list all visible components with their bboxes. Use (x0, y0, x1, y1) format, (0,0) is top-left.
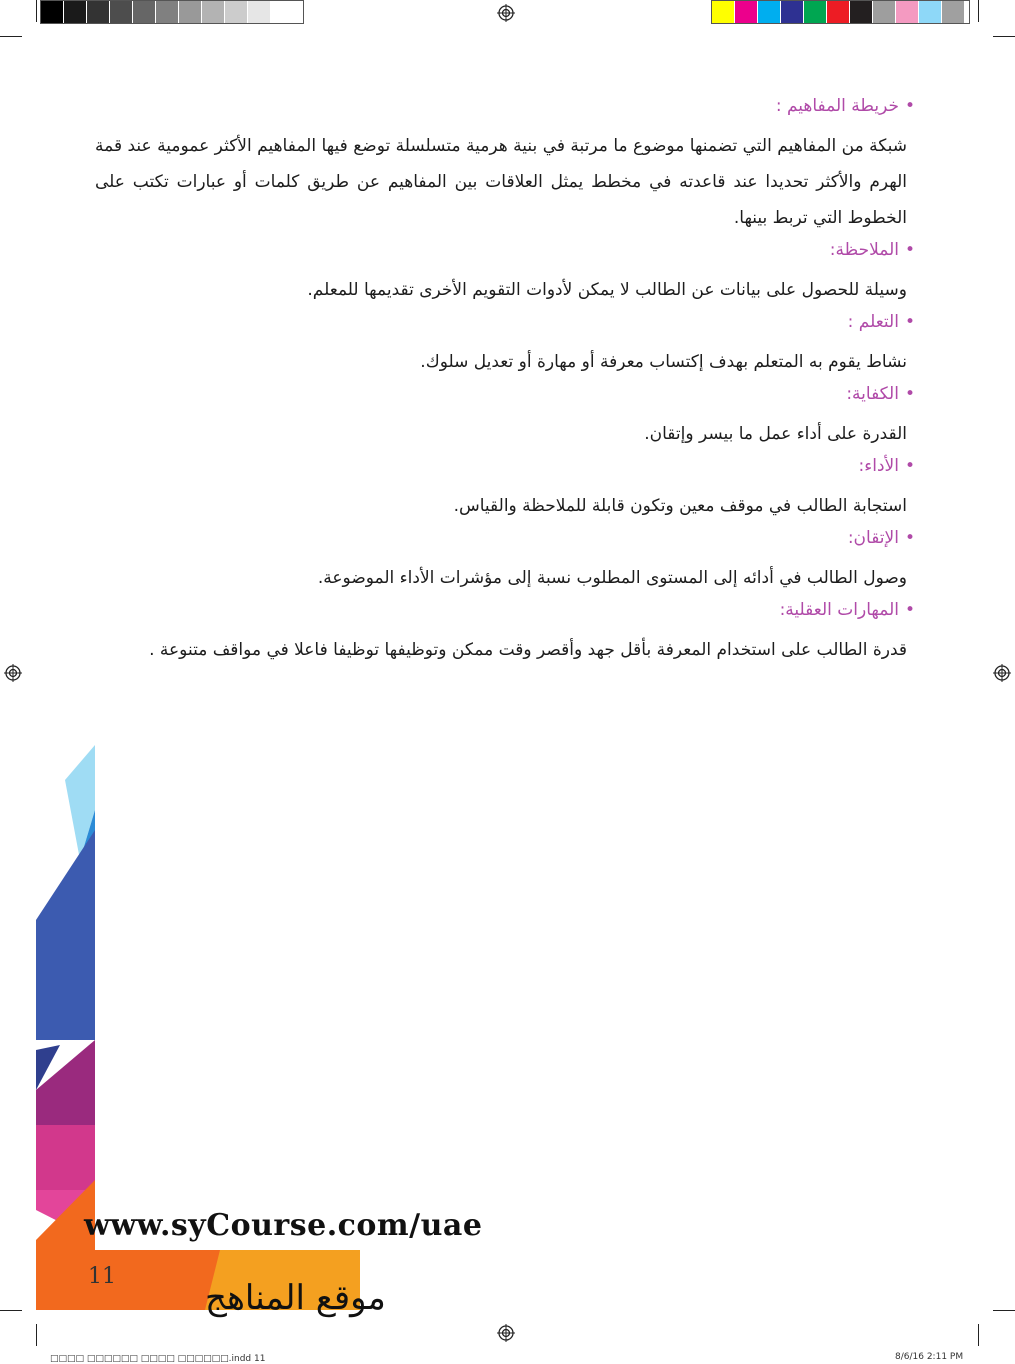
bullet-icon: • (904, 384, 915, 404)
watermark-url: www.syCourse.com/uae (84, 1208, 483, 1243)
crop-mark (993, 36, 1015, 37)
crop-mark (36, 0, 37, 22)
registration-mark-icon (497, 4, 515, 22)
color-swatch (758, 1, 781, 23)
term-label: خريطة المفاهيم : (775, 96, 899, 116)
gray-swatch (156, 1, 179, 23)
registration-mark-icon (497, 1324, 515, 1342)
gray-swatch (225, 1, 248, 23)
term-definition: وسيلة للحصول على بيانات عن الطالب لا يمكن لأدوات التقويم الأخرى تقديمها للمعلم. (307, 280, 907, 300)
term-label: الأداء: (858, 456, 899, 476)
bullet-icon: • (904, 240, 915, 260)
registration-mark-icon (4, 664, 22, 682)
gray-swatch (271, 1, 294, 23)
term-label: الكفاية: (846, 384, 899, 404)
term-heading (95, 524, 915, 560)
footer-date: 8/6/16 2:11 PM (895, 1352, 964, 1362)
gray-swatch (64, 1, 87, 23)
color-swatch (735, 1, 758, 23)
term-label: الإتقان: (847, 528, 899, 548)
bullet-icon: • (904, 312, 915, 332)
term-heading (95, 308, 915, 344)
bullet-icon: • (904, 456, 915, 476)
gray-swatch (179, 1, 202, 23)
page-number: 11 (88, 1264, 116, 1289)
footer-file-name: □□□□ □□□□□□ □□□□ □□□□□□.indd 11 (50, 1354, 266, 1364)
term-definition: شبكة من المفاهيم التي تضمنها موضوع ما مرتبة في بنية هرمية متسلسلة توضع فيها المفاهيم الأكثر عمومية عند قمة الهرم والأكثر تحديدا عند قاعدته في مخطط يمثل العلاقات بين المفاهيم عن طريق كلمات أو عبارات تكتب على الخطوط التي تربط بينها. (95, 136, 907, 228)
term-definition: استجابة الطالب في موقف معين وتكون قابلة للملاحظة والقياس. (453, 496, 907, 516)
bullet-icon: • (904, 528, 915, 548)
gray-swatch (110, 1, 133, 23)
gray-swatch (202, 1, 225, 23)
term-label: الملاحظة: (829, 240, 899, 260)
crop-mark (993, 1310, 1015, 1311)
color-swatch (919, 1, 942, 23)
crop-mark (0, 1310, 22, 1311)
term-definition: القدرة على أداء عمل ما بيسر وإتقان. (644, 424, 907, 444)
crop-mark (978, 0, 979, 22)
term-definition: نشاط يقوم به المتعلم بهدف إكتساب معرفة أو مهارة أو تعديل سلوك. (420, 352, 907, 372)
crop-mark (36, 1324, 37, 1346)
gray-swatch (41, 1, 64, 23)
gray-swatch-strip (40, 0, 304, 24)
crop-mark (978, 1324, 979, 1346)
term-label: التعلم : (847, 312, 899, 332)
bullet-icon: • (904, 600, 915, 620)
term-heading (95, 92, 915, 128)
gray-swatch (133, 1, 156, 23)
color-swatch-strip (711, 0, 970, 24)
term-definition: قدرة الطالب على استخدام المعرفة بأقل جهد وأقصر وقت ممكن وتوظيفها توظيفا فاعلا في مواقف متنوعة . (149, 640, 907, 660)
term-heading (95, 380, 915, 416)
term-heading (95, 596, 915, 632)
term-heading (95, 452, 915, 488)
crop-mark (0, 36, 22, 37)
bullet-icon: • (904, 96, 915, 116)
color-swatch (804, 1, 827, 23)
term-label: المهارات العقلية: (779, 600, 899, 620)
gray-swatch (248, 1, 271, 23)
term-definition: وصول الطالب في أدائه إلى المستوى المطلوب نسبة إلى مؤشرات الأداء الموضوعة. (317, 568, 907, 588)
gray-swatch (87, 1, 110, 23)
color-swatch (850, 1, 873, 23)
glossary-content (95, 92, 915, 668)
term-heading (95, 236, 915, 272)
color-swatch (942, 1, 965, 23)
watermark-site-name: موقع المناهج (205, 1278, 386, 1318)
color-swatch (781, 1, 804, 23)
color-swatch (712, 1, 735, 23)
registration-mark-icon (993, 664, 1011, 682)
color-swatch (896, 1, 919, 23)
color-swatch (873, 1, 896, 23)
color-swatch (827, 1, 850, 23)
